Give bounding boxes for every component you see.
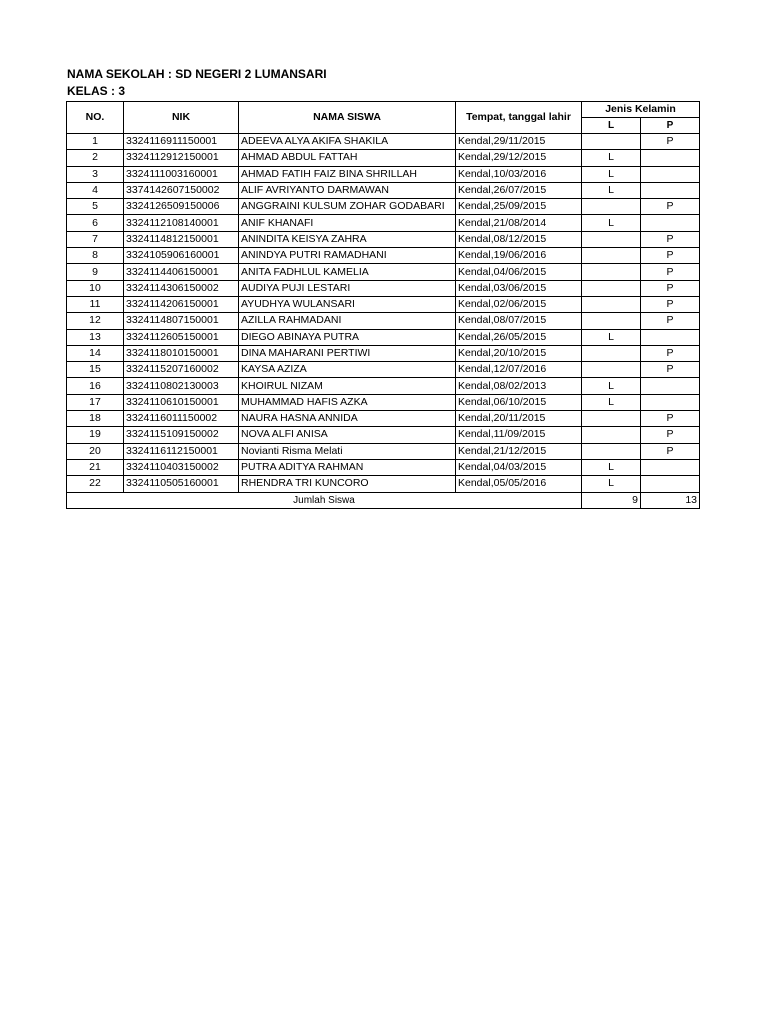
cell-no: 9 bbox=[67, 264, 124, 280]
cell-nik: 3324110403150002 bbox=[124, 459, 239, 475]
cell-nama: MUHAMMAD HAFIS AZKA bbox=[239, 394, 456, 410]
cell-no: 10 bbox=[67, 280, 124, 296]
table-row bbox=[67, 443, 700, 459]
cell-nama: ADEEVA ALYA AKIFA SHAKILA bbox=[239, 134, 456, 150]
cell-no: 4 bbox=[67, 182, 124, 198]
table-row bbox=[67, 134, 700, 150]
cell-nik: 3324110505160001 bbox=[124, 476, 239, 492]
cell-no: 11 bbox=[67, 296, 124, 312]
table-row bbox=[67, 199, 700, 215]
cell-ttl: Kendal,04/06/2015 bbox=[456, 264, 582, 280]
cell-p bbox=[641, 215, 700, 231]
cell-nama: KHOIRUL NIZAM bbox=[239, 378, 456, 394]
cell-p bbox=[641, 329, 700, 345]
cell-nama: ANINDYA PUTRI RAMADHANI bbox=[239, 248, 456, 264]
cell-l: L bbox=[582, 215, 641, 231]
cell-l: L bbox=[582, 394, 641, 410]
cell-nama: AZILLA RAHMADANI bbox=[239, 313, 456, 329]
cell-l bbox=[582, 313, 641, 329]
cell-nama: AYUDHYA WULANSARI bbox=[239, 296, 456, 312]
col-header-ttl: Tempat, tanggal lahir bbox=[456, 102, 582, 134]
cell-l: L bbox=[582, 459, 641, 475]
table-row bbox=[67, 231, 700, 247]
table-row bbox=[67, 280, 700, 296]
col-header-p: P bbox=[641, 118, 700, 134]
total-p: 13 bbox=[641, 492, 700, 508]
cell-l: L bbox=[582, 476, 641, 492]
table-body bbox=[67, 134, 700, 493]
cell-l: L bbox=[582, 150, 641, 166]
cell-ttl: Kendal,26/07/2015 bbox=[456, 182, 582, 198]
cell-nik: 3324112605150001 bbox=[124, 329, 239, 345]
table-row bbox=[67, 248, 700, 264]
cell-ttl: Kendal,08/12/2015 bbox=[456, 231, 582, 247]
table-row bbox=[67, 427, 700, 443]
cell-nama: DINA MAHARANI PERTIWI bbox=[239, 345, 456, 361]
cell-nik: 3324116011150002 bbox=[124, 411, 239, 427]
cell-nik: 3324116911150001 bbox=[124, 134, 239, 150]
col-header-l: L bbox=[582, 118, 641, 134]
cell-l bbox=[582, 280, 641, 296]
cell-nama: Novianti Risma Melati bbox=[239, 443, 456, 459]
cell-p bbox=[641, 394, 700, 410]
cell-l bbox=[582, 231, 641, 247]
cell-ttl: Kendal,20/10/2015 bbox=[456, 345, 582, 361]
table-row bbox=[67, 378, 700, 394]
cell-nama: DIEGO ABINAYA PUTRA bbox=[239, 329, 456, 345]
cell-ttl: Kendal,26/05/2015 bbox=[456, 329, 582, 345]
cell-no: 12 bbox=[67, 313, 124, 329]
table-row bbox=[67, 345, 700, 361]
cell-no: 15 bbox=[67, 362, 124, 378]
cell-nik: 3324114812150001 bbox=[124, 231, 239, 247]
cell-l bbox=[582, 134, 641, 150]
cell-ttl: Kendal,20/11/2015 bbox=[456, 411, 582, 427]
cell-no: 13 bbox=[67, 329, 124, 345]
cell-ttl: Kendal,12/07/2016 bbox=[456, 362, 582, 378]
cell-nik: 3324114306150002 bbox=[124, 280, 239, 296]
cell-nama: NOVA ALFI ANISA bbox=[239, 427, 456, 443]
table-row bbox=[67, 215, 700, 231]
table-row bbox=[67, 166, 700, 182]
cell-p: P bbox=[641, 362, 700, 378]
cell-nama: NAURA HASNA ANNIDA bbox=[239, 411, 456, 427]
cell-no: 5 bbox=[67, 199, 124, 215]
cell-ttl: Kendal,10/03/2016 bbox=[456, 166, 582, 182]
cell-ttl: Kendal,08/02/2013 bbox=[456, 378, 582, 394]
total-row bbox=[67, 492, 700, 508]
cell-p: P bbox=[641, 134, 700, 150]
cell-nik: 3324105906160001 bbox=[124, 248, 239, 264]
cell-nama: AHMAD ABDUL FATTAH bbox=[239, 150, 456, 166]
cell-no: 3 bbox=[67, 166, 124, 182]
cell-ttl: Kendal,21/12/2015 bbox=[456, 443, 582, 459]
cell-p bbox=[641, 378, 700, 394]
cell-l bbox=[582, 362, 641, 378]
table-row bbox=[67, 394, 700, 410]
cell-ttl: Kendal,02/06/2015 bbox=[456, 296, 582, 312]
cell-nik: 3324114807150001 bbox=[124, 313, 239, 329]
cell-nama: AUDIYA PUJI LESTARI bbox=[239, 280, 456, 296]
cell-p: P bbox=[641, 313, 700, 329]
col-header-nama: NAMA SISWA bbox=[239, 102, 456, 134]
cell-nik: 3374142607150002 bbox=[124, 182, 239, 198]
total-l: 9 bbox=[582, 492, 641, 508]
school-name: NAMA SEKOLAH : SD NEGERI 2 LUMANSARI bbox=[67, 67, 327, 81]
cell-nama: ANITA FADHLUL KAMELIA bbox=[239, 264, 456, 280]
cell-ttl: Kendal,04/03/2015 bbox=[456, 459, 582, 475]
table-row bbox=[67, 411, 700, 427]
cell-no: 21 bbox=[67, 459, 124, 475]
cell-nik: 3324116112150001 bbox=[124, 443, 239, 459]
cell-ttl: Kendal,05/05/2016 bbox=[456, 476, 582, 492]
cell-no: 8 bbox=[67, 248, 124, 264]
student-table bbox=[66, 101, 700, 509]
cell-nama: ALIF AVRIYANTO DARMAWAN bbox=[239, 182, 456, 198]
table-row bbox=[67, 476, 700, 492]
cell-p bbox=[641, 459, 700, 475]
cell-ttl: Kendal,19/06/2016 bbox=[456, 248, 582, 264]
cell-p: P bbox=[641, 296, 700, 312]
cell-p: P bbox=[641, 443, 700, 459]
table-row bbox=[67, 182, 700, 198]
cell-ttl: Kendal,29/12/2015 bbox=[456, 150, 582, 166]
cell-nama: ANGGRAINI KULSUM ZOHAR GODABARI bbox=[239, 199, 456, 215]
cell-nama: RHENDRA TRI KUNCORO bbox=[239, 476, 456, 492]
cell-p: P bbox=[641, 264, 700, 280]
cell-l bbox=[582, 296, 641, 312]
table-row bbox=[67, 362, 700, 378]
cell-ttl: Kendal,25/09/2015 bbox=[456, 199, 582, 215]
cell-l bbox=[582, 411, 641, 427]
table-row bbox=[67, 329, 700, 345]
cell-p: P bbox=[641, 248, 700, 264]
cell-p: P bbox=[641, 411, 700, 427]
cell-l bbox=[582, 443, 641, 459]
col-header-no: NO. bbox=[67, 102, 124, 134]
cell-p: P bbox=[641, 427, 700, 443]
col-header-nik: NIK bbox=[124, 102, 239, 134]
cell-nik: 3324110802130003 bbox=[124, 378, 239, 394]
cell-nama: ANINDITA KEISYA ZAHRA bbox=[239, 231, 456, 247]
cell-nik: 3324115207160002 bbox=[124, 362, 239, 378]
table-row bbox=[67, 313, 700, 329]
cell-nik: 3324112108140001 bbox=[124, 215, 239, 231]
cell-no: 7 bbox=[67, 231, 124, 247]
cell-p: P bbox=[641, 280, 700, 296]
cell-no: 18 bbox=[67, 411, 124, 427]
cell-ttl: Kendal,29/11/2015 bbox=[456, 134, 582, 150]
class-label: KELAS : 3 bbox=[67, 84, 126, 98]
cell-l: L bbox=[582, 378, 641, 394]
cell-p: P bbox=[641, 231, 700, 247]
cell-p bbox=[641, 150, 700, 166]
cell-l bbox=[582, 248, 641, 264]
table-row bbox=[67, 296, 700, 312]
cell-l: L bbox=[582, 329, 641, 345]
cell-p bbox=[641, 182, 700, 198]
table-row bbox=[67, 150, 700, 166]
cell-nik: 3324112912150001 bbox=[124, 150, 239, 166]
cell-nama: AHMAD FATIH FAIZ BINA SHRILLAH bbox=[239, 166, 456, 182]
cell-p bbox=[641, 476, 700, 492]
cell-no: 17 bbox=[67, 394, 124, 410]
cell-l bbox=[582, 427, 641, 443]
cell-p bbox=[641, 166, 700, 182]
cell-ttl: Kendal,21/08/2014 bbox=[456, 215, 582, 231]
cell-l: L bbox=[582, 166, 641, 182]
total-label: Jumlah Siswa bbox=[67, 492, 582, 508]
col-header-jenis-kelamin: Jenis Kelamin bbox=[582, 102, 700, 118]
table-row bbox=[67, 264, 700, 280]
cell-p: P bbox=[641, 345, 700, 361]
cell-nama: PUTRA ADITYA RAHMAN bbox=[239, 459, 456, 475]
cell-nama: KAYSA AZIZA bbox=[239, 362, 456, 378]
cell-ttl: Kendal,08/07/2015 bbox=[456, 313, 582, 329]
cell-no: 1 bbox=[67, 134, 124, 150]
cell-p: P bbox=[641, 199, 700, 215]
cell-ttl: Kendal,03/06/2015 bbox=[456, 280, 582, 296]
cell-nik: 3324114406150001 bbox=[124, 264, 239, 280]
cell-nik: 3324115109150002 bbox=[124, 427, 239, 443]
cell-l: L bbox=[582, 182, 641, 198]
cell-no: 6 bbox=[67, 215, 124, 231]
cell-l bbox=[582, 345, 641, 361]
cell-no: 22 bbox=[67, 476, 124, 492]
cell-nama: ANIF KHANAFI bbox=[239, 215, 456, 231]
cell-ttl: Kendal,11/09/2015 bbox=[456, 427, 582, 443]
cell-nik: 3324110610150001 bbox=[124, 394, 239, 410]
cell-l bbox=[582, 264, 641, 280]
table-row bbox=[67, 459, 700, 475]
cell-no: 20 bbox=[67, 443, 124, 459]
cell-no: 14 bbox=[67, 345, 124, 361]
cell-nik: 3324111003160001 bbox=[124, 166, 239, 182]
cell-l bbox=[582, 199, 641, 215]
cell-no: 19 bbox=[67, 427, 124, 443]
cell-no: 16 bbox=[67, 378, 124, 394]
cell-ttl: Kendal,06/10/2015 bbox=[456, 394, 582, 410]
cell-nik: 3324118010150001 bbox=[124, 345, 239, 361]
cell-nik: 3324114206150001 bbox=[124, 296, 239, 312]
cell-no: 2 bbox=[67, 150, 124, 166]
cell-nik: 3324126509150006 bbox=[124, 199, 239, 215]
